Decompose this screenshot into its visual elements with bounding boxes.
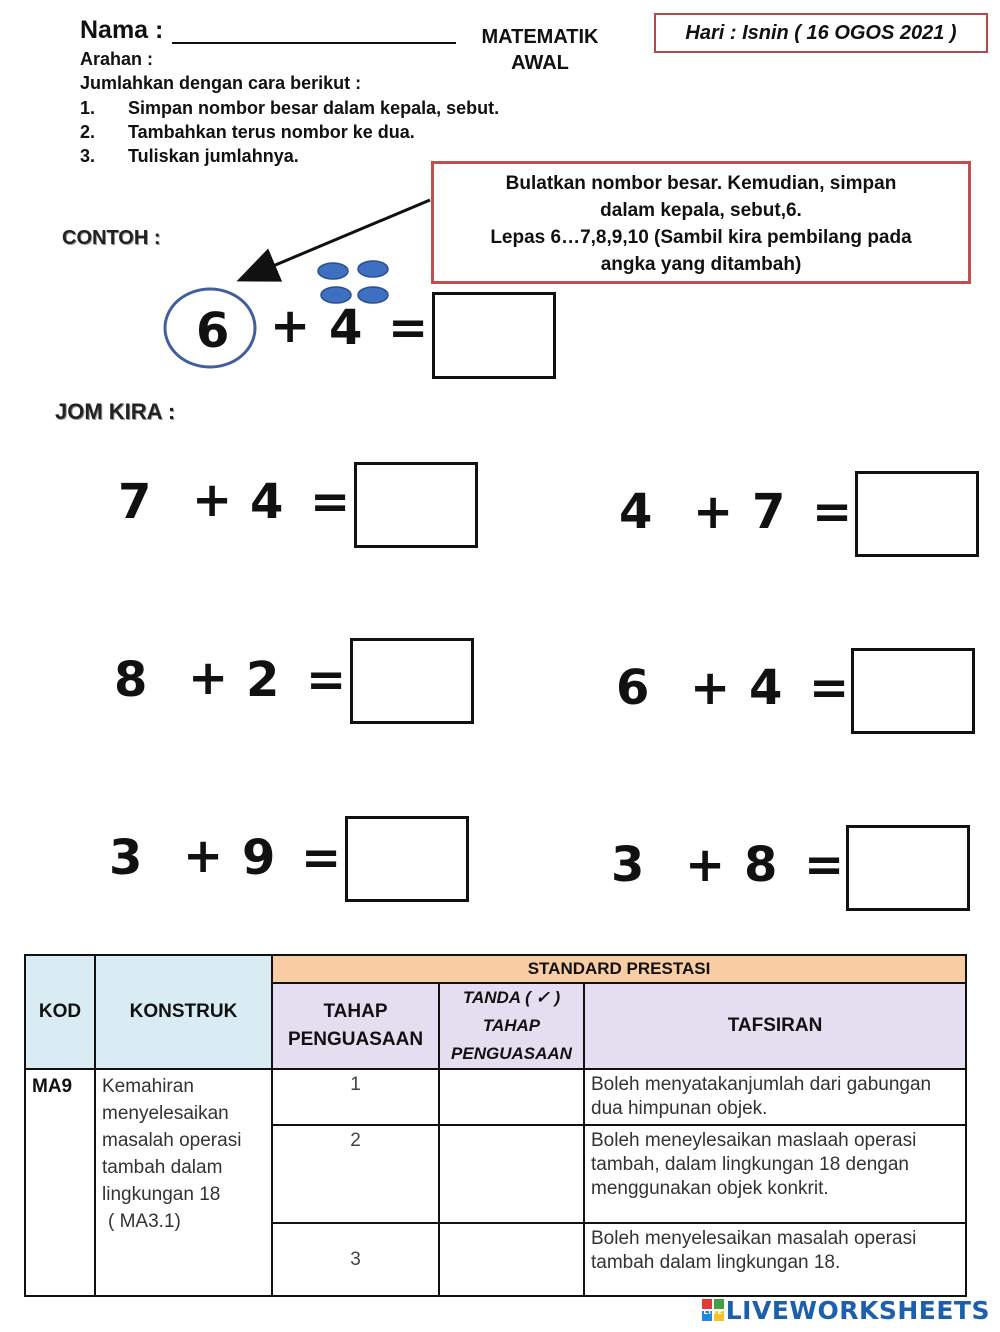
tafsiran-1: Boleh menyatakanjumlah dari gabungan dua himpunan objek. <box>584 1069 966 1125</box>
tanda-header-line: TANDA ( ✓ ) <box>462 988 561 1007</box>
problem-2-a: 4 <box>619 484 653 540</box>
konstruk-value <box>95 1069 272 1296</box>
level-2-tick-cell[interactable] <box>439 1125 584 1223</box>
tanda-header-line: PENGUASAAN <box>451 1044 572 1063</box>
problem-2-b: 7 <box>752 484 786 540</box>
problem-1-b: 4 <box>250 474 284 530</box>
example-addend-a: 6 <box>196 303 230 359</box>
svg-text:LIVE: LIVE <box>703 1308 723 1316</box>
step-text: Simpan nombor besar dalam kepala, sebut. <box>128 98 500 118</box>
tahap-header <box>272 983 439 1069</box>
tahap-header-line: TAHAP <box>323 1001 388 1022</box>
liveworksheets-logo <box>702 1296 990 1325</box>
problem-3-answer-box[interactable] <box>350 638 474 724</box>
example-addend-b: 4 <box>329 300 363 356</box>
example-plus: + <box>270 298 311 354</box>
tanda-header-line: TAHAP <box>482 1016 541 1035</box>
step-text: Tambahkan terus nombor ke dua. <box>128 122 415 142</box>
standard-prestasi-header: STANDARD PRESTASI <box>272 955 966 983</box>
problem-1-a: 7 <box>118 474 152 530</box>
problem-5-plus: + <box>183 828 224 884</box>
tanda-header <box>439 983 584 1069</box>
konstruk-ref: ( MA3.1) <box>108 1211 181 1232</box>
counter-icon <box>318 263 348 279</box>
tahap-header-line: PENGUASAAN <box>287 1029 424 1050</box>
problem-4-equals: = <box>809 660 850 716</box>
step-text: Tuliskan jumlahnya. <box>128 146 299 166</box>
name-label: Nama : <box>80 16 164 44</box>
problem-6-equals: = <box>804 837 845 893</box>
problem-5-answer-box[interactable] <box>345 816 469 902</box>
problem-2-equals: = <box>812 484 853 540</box>
level-3-tick-cell[interactable] <box>439 1223 584 1296</box>
problem-3-a: 8 <box>114 652 148 708</box>
callout-line: Bulatkan nombor besar. Kemudian, simpan <box>505 173 897 194</box>
callout-line: Lepas 6…7,8,9,10 (Sambil kira pembilang pada <box>490 227 912 248</box>
callout-line: angka yang ditambah) <box>600 254 802 275</box>
problem-6-plus: + <box>685 837 726 893</box>
tafsiran-2: Boleh meneylesaikan maslaah operasi tambah, dalam lingkungan 18 dengan menggunakan objek konkrit. <box>584 1125 966 1223</box>
step-number: 1. <box>80 98 96 118</box>
problem-6-b: 8 <box>744 837 778 893</box>
example-answer-box[interactable] <box>432 292 556 379</box>
konstruk-text: Kemahiran menyelesaikan masalah operasi tambah dalam lingkungan 18 <box>102 1076 242 1205</box>
level-3: 3 <box>272 1223 439 1296</box>
konstruk-header: KONSTRUK <box>95 955 272 1069</box>
subject-line-2: AWAL <box>511 52 569 74</box>
problem-4-a: 6 <box>616 660 650 716</box>
callout-line: dalam kepala, sebut,6. <box>600 200 802 221</box>
problem-1-equals: = <box>310 474 351 530</box>
problem-3-b: 2 <box>246 652 280 708</box>
problem-3-plus: + <box>188 650 229 706</box>
tafsiran-3: Boleh menyelesaikan masalah operasi tambah dalam lingkungan 18. <box>584 1223 966 1296</box>
example-equals: = <box>388 300 429 356</box>
tafsiran-header: TAFSIRAN <box>584 983 966 1069</box>
subject-line-1: MATEMATIK <box>481 26 599 48</box>
level-1: 1 <box>272 1069 439 1125</box>
step-number: 2. <box>80 122 96 142</box>
instruction-label: Arahan : <box>80 49 154 69</box>
counter-icon <box>358 287 388 303</box>
problem-6-answer-box[interactable] <box>846 825 970 911</box>
problem-1-plus: + <box>192 472 233 528</box>
problem-5-a: 3 <box>109 830 143 886</box>
problem-6-a: 3 <box>611 837 645 893</box>
liveworksheets-logo-icon <box>702 1299 724 1321</box>
problem-4-plus: + <box>690 660 731 716</box>
date-text: Hari : Isnin ( 16 OGOS 2021 ) <box>685 21 957 44</box>
instruction-intro: Jumlahkan dengan cara berikut : <box>80 73 362 93</box>
level-2: 2 <box>272 1125 439 1223</box>
logo-text: LIVEWORKSHEETS <box>725 1296 990 1325</box>
problem-4-answer-box[interactable] <box>851 648 975 734</box>
problem-5-b: 9 <box>242 830 276 886</box>
problem-3-equals: = <box>306 652 347 708</box>
step-number: 3. <box>80 146 96 166</box>
problem-2-answer-box[interactable] <box>855 471 979 557</box>
exercise-label: JOM KIRA : <box>55 399 176 424</box>
kod-value: MA9 <box>25 1069 95 1296</box>
problem-1-answer-box[interactable] <box>354 462 478 548</box>
example-label: CONTOH : <box>62 227 161 249</box>
level-1-tick-cell[interactable] <box>439 1069 584 1125</box>
counter-icon <box>358 261 388 277</box>
kod-header: KOD <box>25 955 95 1069</box>
problem-5-equals: = <box>301 830 342 886</box>
problem-4-b: 4 <box>749 660 783 716</box>
problem-2-plus: + <box>693 484 734 540</box>
performance-standard-table <box>24 954 967 1297</box>
